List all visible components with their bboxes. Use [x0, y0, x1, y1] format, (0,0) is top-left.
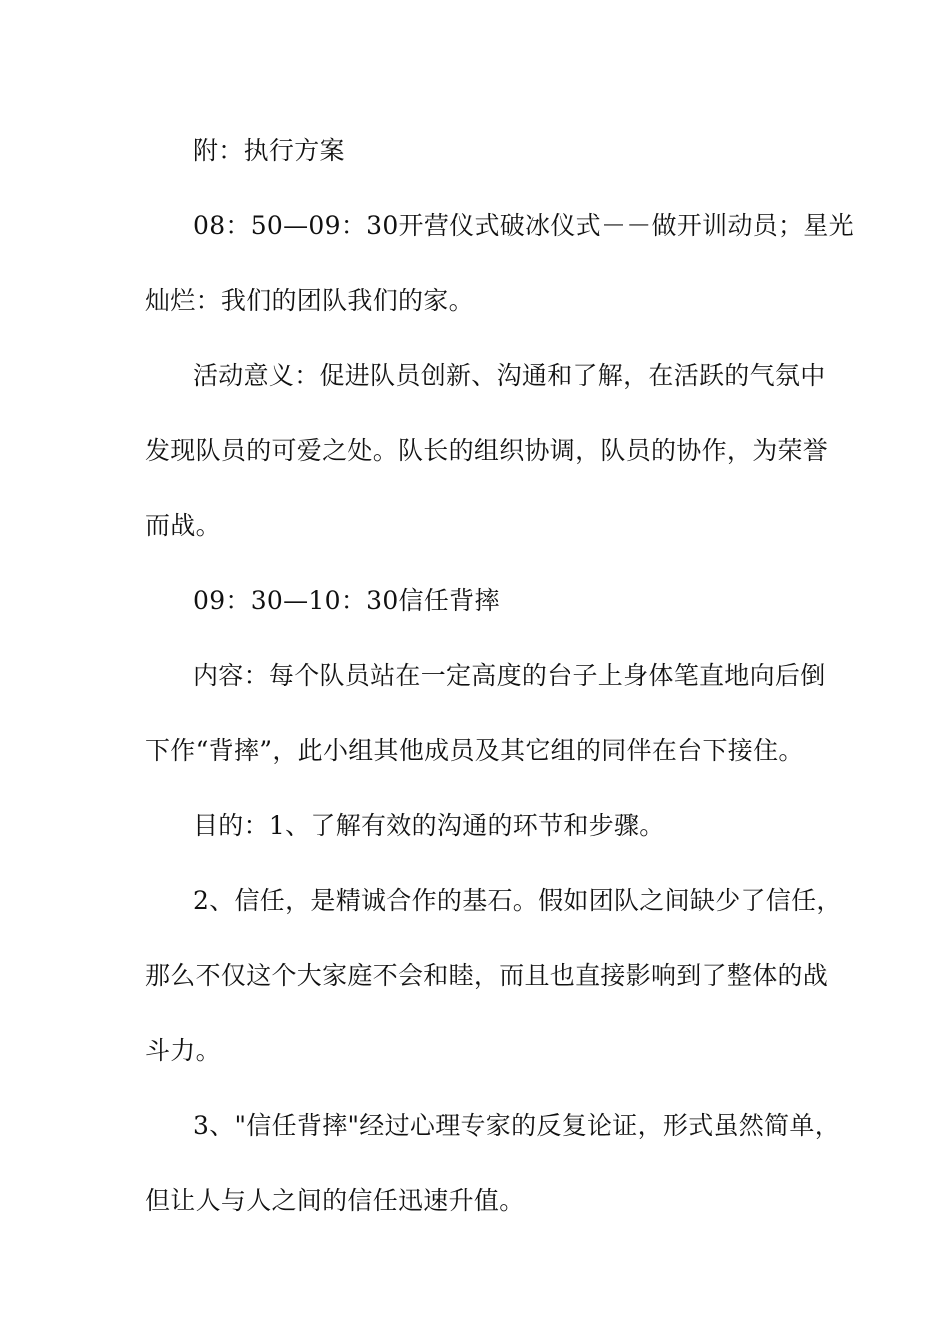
schedule-item-opening-cont: 灿烂：我们的团队我们的家。: [145, 286, 474, 315]
content-paragraph: 内容：每个队员站在一定高度的台子上身体笔直地向后倒: [193, 661, 826, 690]
purpose-item-1: 目的：1、了解有效的沟通的环节和步骤。: [193, 811, 665, 840]
schedule-item-trust-fall: 09：30—10：30信任背摔: [193, 586, 500, 615]
purpose-item-2-end: 斗力。: [145, 1036, 221, 1065]
purpose-item-2: 2、信任，是精诚合作的基石。假如团队之间缺少了信任，: [193, 886, 842, 915]
purpose-item-3: 3、"信任背摔"经过心理专家的反复论证，形式虽然简单，: [193, 1111, 841, 1140]
activity-meaning-paragraph-end: 而战。: [145, 511, 221, 540]
purpose-item-3-cont: 但让人与人之间的信任迅速升值。: [145, 1186, 525, 1215]
activity-meaning-paragraph: 活动意义：促进队员创新、沟通和了解，在活跃的气氛中: [193, 361, 826, 390]
appendix-heading: 附：执行方案: [193, 136, 345, 165]
schedule-item-opening: 08：50—09：30开营仪式破冰仪式－－做开训动员；星光: [193, 211, 854, 240]
purpose-item-2-cont: 那么不仅这个大家庭不会和睦，而且也直接影响到了整体的战: [145, 961, 829, 990]
content-paragraph-cont: 下作“背摔”，此小组其他成员及其它组的同伴在台下接住。: [145, 736, 804, 765]
activity-meaning-paragraph-cont: 发现队员的可爱之处。队长的组织协调，队员的协作，为荣誉: [145, 436, 829, 465]
